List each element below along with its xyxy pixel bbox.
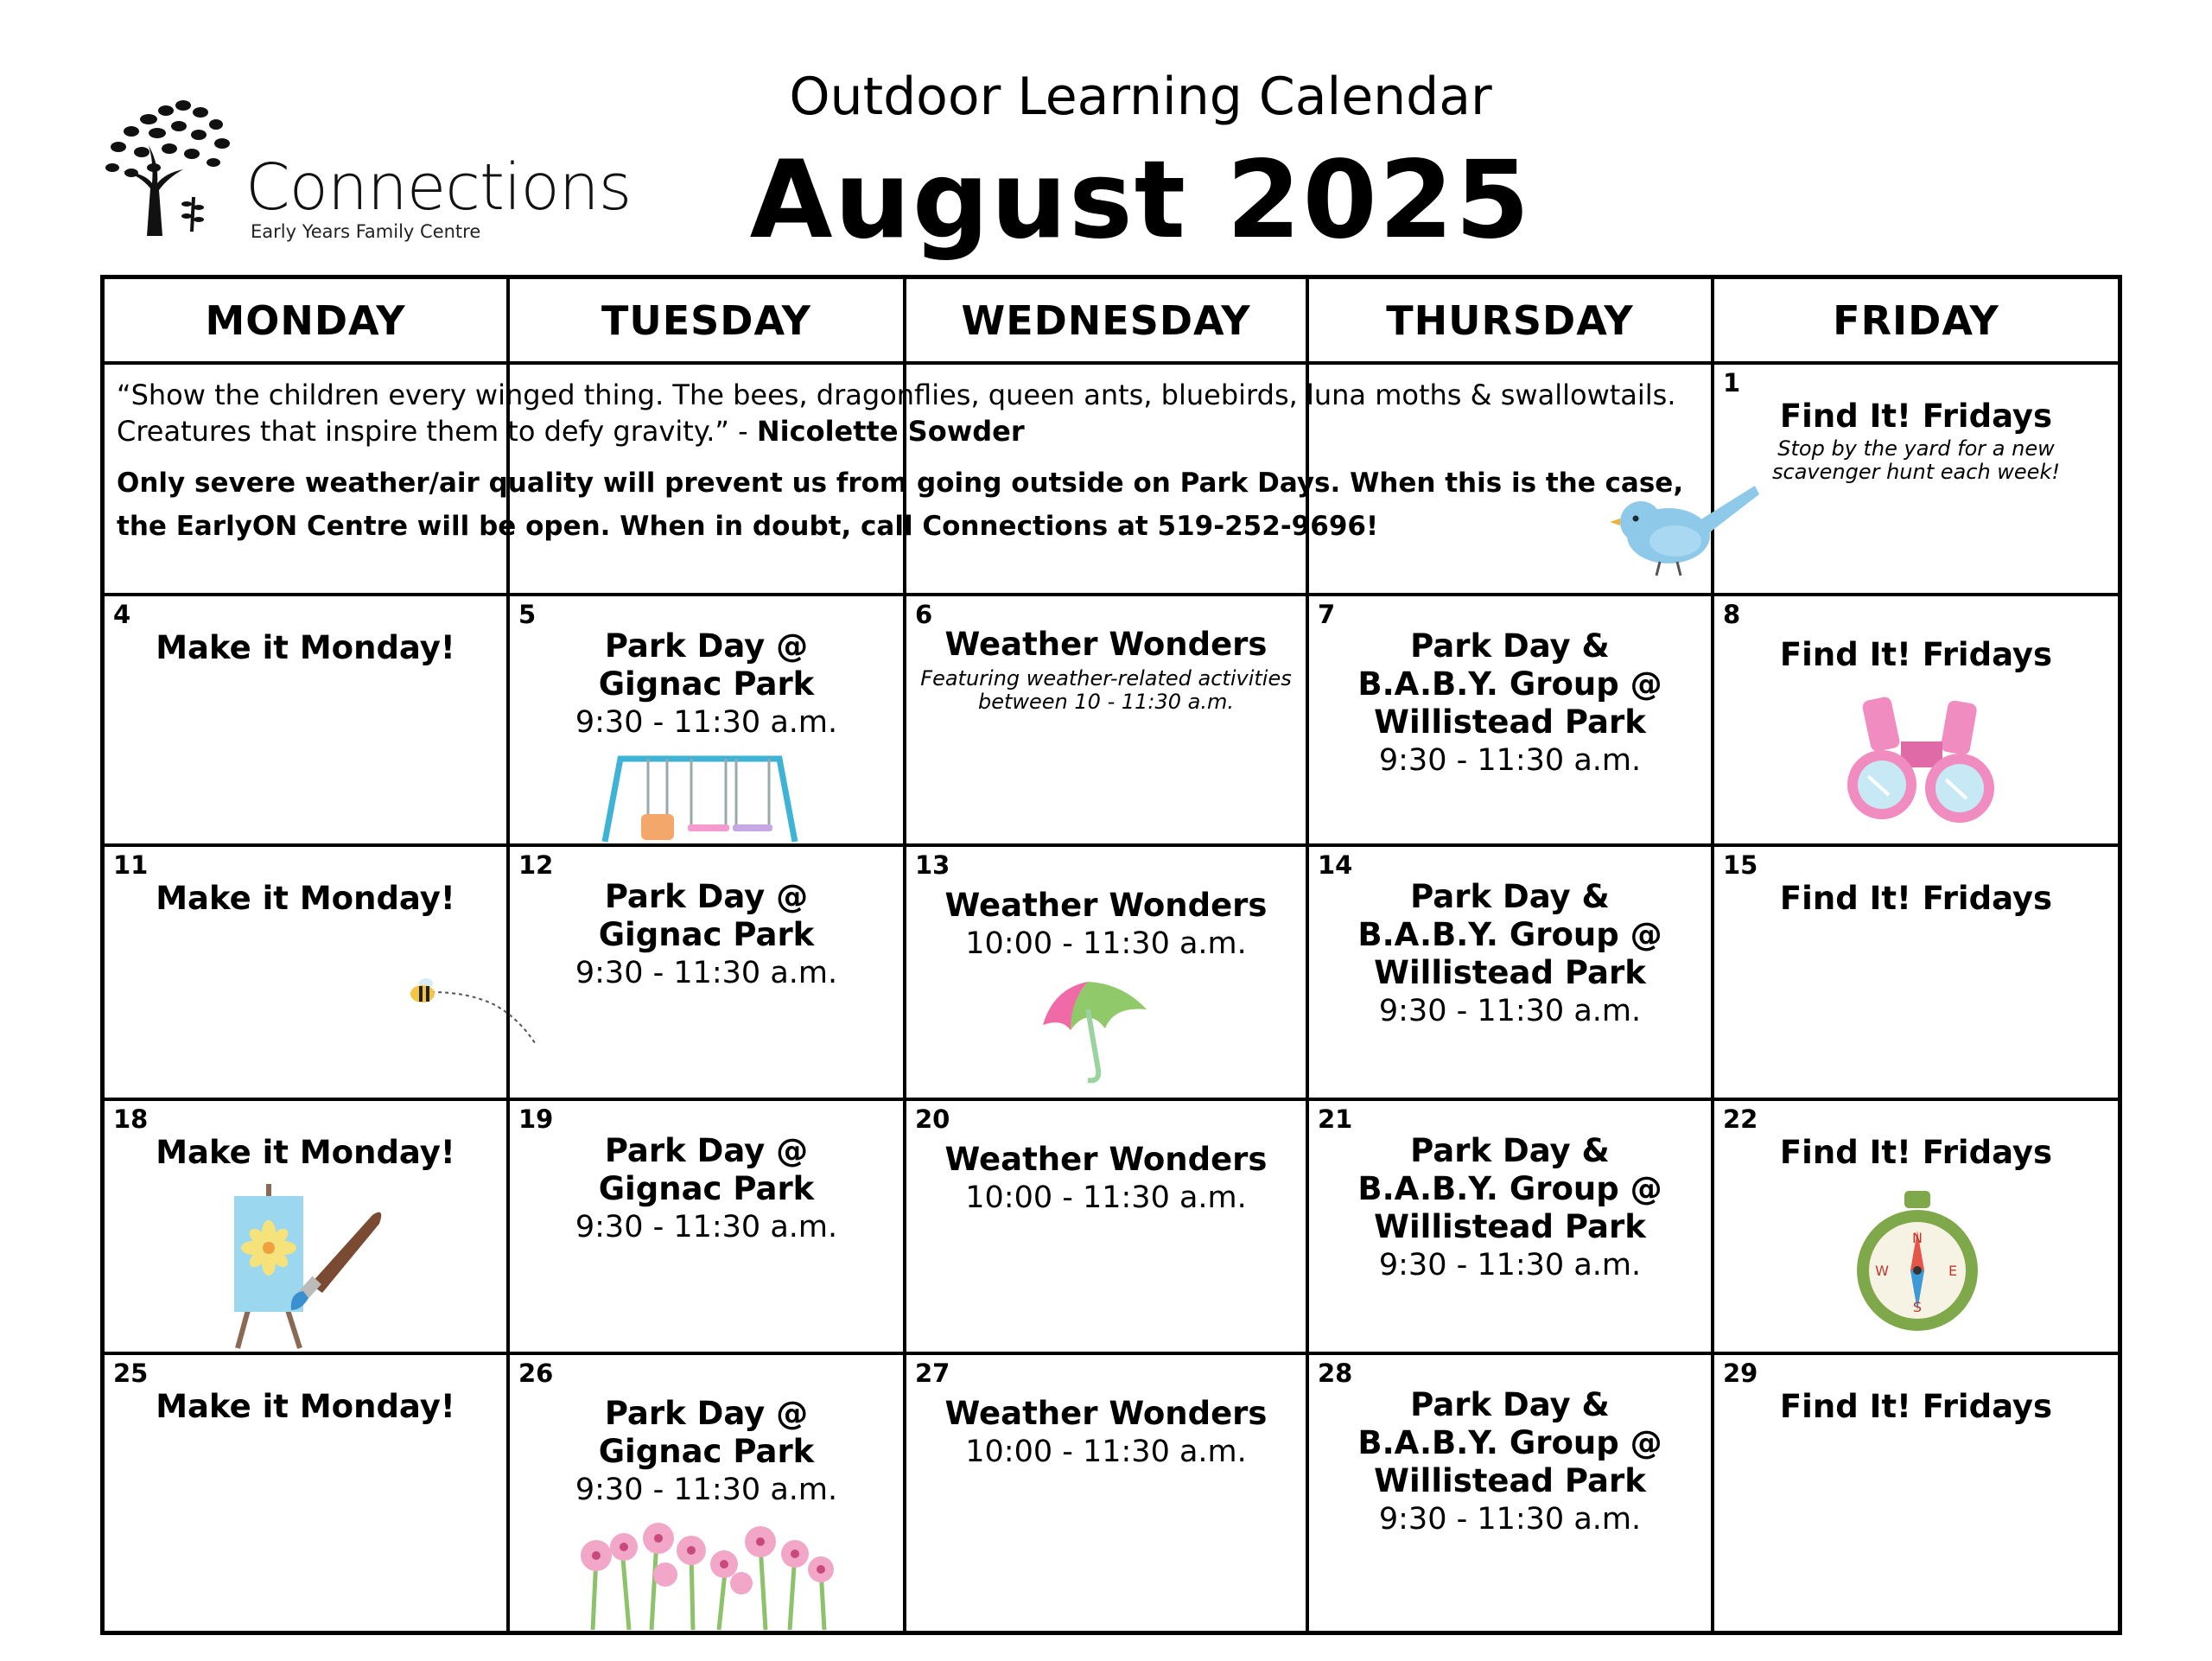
compass-icon xyxy=(1853,1187,1982,1334)
event-title: Find It! Fridays xyxy=(1779,1388,2053,1425)
event-title: Make it Monday! xyxy=(156,880,455,917)
event-time: 10:00 - 11:30 a.m. xyxy=(965,1435,1247,1469)
umbrella-icon xyxy=(1036,975,1157,1087)
day-number: 22 xyxy=(1723,1104,1758,1134)
day-cell-11 xyxy=(105,847,506,1098)
day-number: 28 xyxy=(1318,1359,1353,1388)
swing-set-icon xyxy=(596,748,804,843)
day-cell-27 xyxy=(906,1355,1306,1631)
quote-text: “Show the children every winged thing. The bees, dragonflies, queen ants, bluebirds, luna moths & swallowtails. Creatures that inspire them to defy gravity.” - xyxy=(117,379,1676,448)
compass-east-label: E xyxy=(1948,1263,1958,1279)
compass-west-label: W xyxy=(1875,1263,1889,1279)
day-number: 14 xyxy=(1318,850,1353,880)
weekday-header-thursday: THURSDAY xyxy=(1386,297,1634,344)
event-time: 9:30 - 11:30 a.m. xyxy=(1378,1502,1642,1537)
weekday-header-wednesday: WEDNESDAY xyxy=(961,297,1251,344)
day-number: 18 xyxy=(113,1104,149,1134)
calendar-month-title: August 2025 xyxy=(749,138,1532,263)
day-cell-25 xyxy=(105,1355,506,1631)
event-note: Featuring weather-related activities between 10 - 11:30 a.m. xyxy=(920,666,1292,714)
event-title: Make it Monday! xyxy=(156,1134,455,1171)
event-note: Stop by the yard for a new scavenger hunt each week! xyxy=(1772,436,2060,484)
day-cell-29 xyxy=(1714,1355,2118,1631)
flowers-icon xyxy=(562,1523,855,1630)
day-cell-7 xyxy=(1309,596,1711,843)
event-time: 9:30 - 11:30 a.m. xyxy=(575,956,838,990)
day-number: 25 xyxy=(113,1359,149,1388)
logo-name: Connections xyxy=(245,150,632,225)
event-title: Park Day @ Gignac Park xyxy=(598,627,815,703)
day-cell-5 xyxy=(510,596,903,843)
day-cell-13 xyxy=(906,847,1306,1098)
day-number: 5 xyxy=(518,600,537,629)
event-title: Find It! Fridays xyxy=(1779,1134,2053,1171)
day-number: 26 xyxy=(518,1359,554,1388)
day-number: 27 xyxy=(915,1359,950,1388)
event-title: Park Day & B.A.B.Y. Group @ Willistead Park xyxy=(1357,627,1662,741)
event-title: Park Day @ Gignac Park xyxy=(598,878,815,953)
event-time: 9:30 - 11:30 a.m. xyxy=(1378,994,1642,1028)
day-cell-6 xyxy=(906,596,1306,843)
day-cell-12 xyxy=(510,847,903,1098)
event-title: Find It! Fridays xyxy=(1779,398,2053,435)
day-cell-1 xyxy=(1714,365,2118,593)
day-number: 11 xyxy=(113,850,149,880)
day-number: 12 xyxy=(518,850,554,880)
event-time: 10:00 - 11:30 a.m. xyxy=(965,926,1247,961)
day-cell-20 xyxy=(906,1101,1306,1352)
day-cell-18 xyxy=(105,1101,506,1352)
day-cell-26 xyxy=(510,1355,903,1631)
day-cell-4 xyxy=(105,596,506,843)
logo-subtitle: Early Years Family Centre xyxy=(251,221,481,242)
day-cell-28 xyxy=(1309,1355,1711,1631)
event-title: Park Day @ Gignac Park xyxy=(598,1132,815,1207)
event-time: 9:30 - 11:30 a.m. xyxy=(1378,1248,1642,1282)
event-title: Park Day & B.A.B.Y. Group @ Willistead Park xyxy=(1357,1132,1662,1245)
weekday-header-friday: FRIDAY xyxy=(1833,297,1999,344)
day-number: 7 xyxy=(1318,600,1336,629)
event-time: 10:00 - 11:30 a.m. xyxy=(965,1181,1247,1215)
event-title: Park Day & B.A.B.Y. Group @ Willistead Park xyxy=(1357,878,1662,991)
day-cell-21 xyxy=(1309,1101,1711,1352)
event-title: Make it Monday! xyxy=(156,629,455,666)
event-title: Make it Monday! xyxy=(156,1388,455,1425)
day-cell-15 xyxy=(1714,847,2118,1098)
event-title: Park Day & B.A.B.Y. Group @ Willistead Park xyxy=(1357,1386,1662,1499)
weather-notice: Only severe weather/air quality will prevent us from going outside on Park Days. When this is the case, the EarlyON Centre will be open. When in doubt, call Connections at 519-252-9696! xyxy=(117,468,1684,542)
calendar-grid xyxy=(100,275,2122,1635)
day-number: 29 xyxy=(1723,1359,1758,1388)
intro-block xyxy=(105,365,1711,593)
easel-paintbrush-icon xyxy=(208,1181,390,1350)
event-time: 9:30 - 11:30 a.m. xyxy=(575,1473,838,1507)
day-cell-8 xyxy=(1714,596,2118,843)
day-number: 13 xyxy=(915,850,950,880)
event-time: 9:30 - 11:30 a.m. xyxy=(1378,743,1642,778)
event-title: Find It! Fridays xyxy=(1779,880,2053,917)
weekday-header-tuesday: TUESDAY xyxy=(601,297,811,344)
event-title: Weather Wonders xyxy=(944,1141,1268,1178)
day-cell-14 xyxy=(1309,847,1711,1098)
calendar-subtitle: Outdoor Learning Calendar xyxy=(789,67,1492,127)
day-cell-22 xyxy=(1714,1101,2118,1352)
day-number: 4 xyxy=(113,600,131,629)
day-cell-19 xyxy=(510,1101,903,1352)
event-time: 9:30 - 11:30 a.m. xyxy=(575,705,838,740)
binoculars-icon xyxy=(1844,691,1999,830)
weekday-header-monday: MONDAY xyxy=(205,297,406,344)
day-number: 15 xyxy=(1723,850,1758,880)
compass-south-label: S xyxy=(1912,1299,1923,1315)
event-time: 9:30 - 11:30 a.m. xyxy=(575,1210,838,1244)
event-title: Weather Wonders xyxy=(944,626,1268,663)
event-title: Find It! Fridays xyxy=(1779,636,2053,673)
compass-north-label: N xyxy=(1912,1230,1923,1246)
day-number: 21 xyxy=(1318,1104,1353,1134)
quote-author: Nicolette Sowder xyxy=(756,415,1025,448)
day-number: 8 xyxy=(1723,600,1741,629)
day-number: 6 xyxy=(915,600,933,629)
day-number: 20 xyxy=(915,1104,950,1134)
event-title: Park Day @ Gignac Park xyxy=(598,1395,815,1470)
intro-quote xyxy=(117,377,1698,449)
day-number: 19 xyxy=(518,1104,554,1134)
day-number: 1 xyxy=(1723,368,1741,398)
event-title: Weather Wonders xyxy=(944,1395,1268,1432)
event-title: Weather Wonders xyxy=(944,887,1268,924)
